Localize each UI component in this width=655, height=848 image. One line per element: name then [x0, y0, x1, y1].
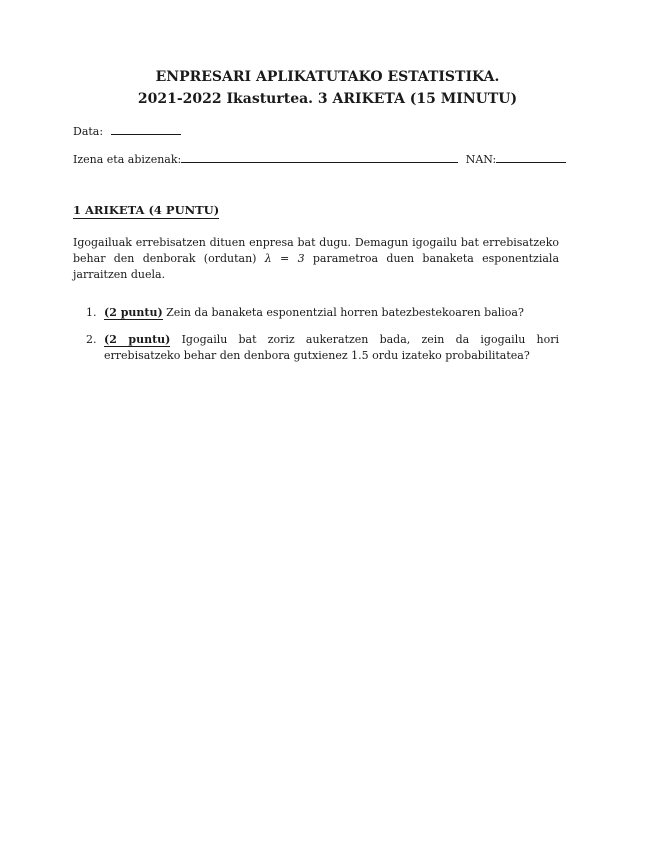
- exercise-title: 1 ARIKETA (4 PUNTU): [73, 203, 220, 217]
- name-field-row: [73, 152, 559, 167]
- nan-label: NAN:: [465, 153, 497, 166]
- intro-text-2: parametroa duen banaketa esponentziala jarraitzen duela.: [73, 252, 560, 281]
- question-item: [86, 332, 559, 364]
- intro-text-1: Igogailuak errebisatzen dituen enpresa bat dugu. Demagun igogailu bat errebisatzeko behar den denborak (ordutan): [73, 236, 559, 265]
- name-blank-line[interactable]: [181, 152, 458, 163]
- date-blank-line[interactable]: [111, 124, 181, 135]
- nan-blank-line[interactable]: [496, 152, 566, 163]
- title-line-2: 2021-2022 Ikasturtea. 3 ARIKETA (15 MINUTU): [137, 91, 518, 107]
- question-list: [86, 305, 559, 375]
- question-text: Igogailu bat zoriz aukeratzen bada, zein da igogailu hori errebisatzeko behar den denbora gutxienez 1.5 ordu izateko probabilitatea?: [104, 333, 559, 362]
- question-number: 1.: [86, 306, 97, 319]
- name-label: Izena eta abizenak:: [73, 153, 182, 166]
- intro-math-lambda: λ = 3: [264, 252, 305, 265]
- exercise-intro: [73, 235, 559, 283]
- document-title: [0, 66, 655, 110]
- question-points: (2 puntu): [104, 333, 171, 346]
- question-item: [86, 305, 559, 321]
- question-number: 2.: [86, 333, 97, 346]
- title-line-1: ENPRESARI APLIKATUTAKO ESTATISTIKA.: [155, 69, 500, 85]
- date-label: Data:: [73, 125, 104, 138]
- question-points: (2 puntu): [104, 306, 163, 319]
- date-field-row: [73, 124, 181, 139]
- question-text: Zein da banaketa esponentzial horren batezbestekoaren balioa?: [162, 306, 524, 319]
